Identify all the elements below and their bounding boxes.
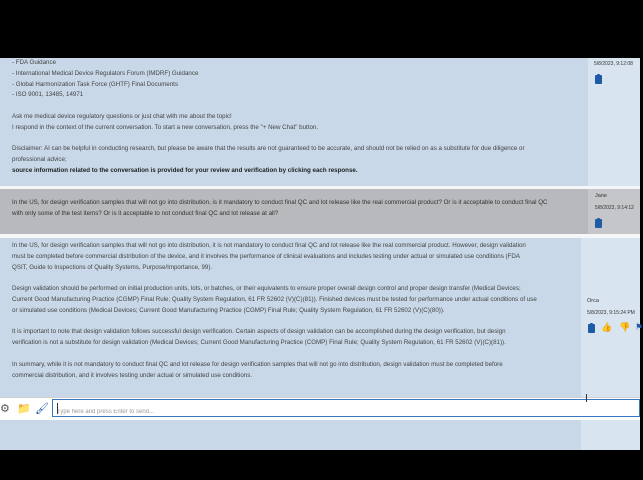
assistant-message bbox=[0, 58, 640, 186]
mouse-cursor bbox=[586, 394, 589, 402]
chat-window bbox=[0, 58, 643, 419]
clipboard-icon[interactable] bbox=[595, 219, 602, 228]
message-line: professional advice; bbox=[12, 156, 67, 164]
timestamp: 5/8/2023, 9:14:12 bbox=[595, 205, 634, 211]
broom-icon[interactable]: 🖌 bbox=[35, 403, 49, 415]
message-line: with only some of the test items? Or is it acceptable to not conduct final QC and lot release at all? bbox=[12, 209, 279, 217]
thumbs-up-icon[interactable]: 👍 bbox=[601, 322, 613, 332]
message-body bbox=[0, 58, 588, 186]
message-body bbox=[0, 189, 588, 234]
message-line: Current Good Manufacturing Practice (CGMP) Final Rule; Quality System Regulation, 61 FR 52602 (V)(C)(81)). Finished devices must be tested for performance under actual conditions of use bbox=[12, 295, 537, 303]
text-caret bbox=[57, 403, 58, 414]
sender-name: Orca bbox=[587, 298, 599, 304]
message-line: - FDA Guidance bbox=[12, 59, 57, 66]
clipboard-icon[interactable] bbox=[595, 75, 602, 84]
message-input-box[interactable] bbox=[52, 399, 640, 417]
source-info-line: source information related to the conversation is provided for your review and verification by clicking each response. bbox=[12, 166, 358, 174]
message-line: - International Medical Device Regulators Forum (IMDRF) Guidance bbox=[12, 69, 199, 77]
gear-icon[interactable]: ⚙ bbox=[0, 403, 10, 415]
message-line: It is important to note that design validation follows successful design verification. Certain aspects of design validation can be accomplished during the design verification, but design bbox=[12, 328, 506, 336]
message-line: Design validation should be performed on initial production units, lots, or batches, or their equivalents to ensure proper overall design control and proper design transfer (Medical Devices; bbox=[12, 285, 521, 293]
timestamp: 5/8/2023, 9:12:08 bbox=[594, 61, 633, 67]
message-line: I respond in the context of the current conversation. To start a new conversation, press the "+ New Chat" button. bbox=[12, 123, 319, 131]
message-line: must be completed before commercial distribution of the device, and it involves the performance of clinical evaluations and includes testing under actual or simulated use conditions (FDA bbox=[12, 252, 520, 260]
message-line: commercial distribution, and it involves testing under actual or simulated use conditions. bbox=[12, 371, 253, 379]
message-line: In the US, for design verification samples that will not go into distribution, it is not mandatory to conduct final QC and lot release like the real commercial product. However, design validation bbox=[12, 242, 526, 249]
message-line: Disclaimer: AI can be helpful in conducting research, but please be aware that the results are not guaranteed to be accurate, and should not be relied on as a substitute for due diligence or bbox=[12, 145, 525, 153]
message-meta bbox=[588, 189, 640, 234]
input-bar bbox=[0, 397, 640, 420]
timestamp: 5/8/2023, 9:15:24 PM bbox=[587, 310, 635, 316]
thumbs-down-icon[interactable]: 👎 bbox=[619, 322, 631, 332]
message-line: Ask me medical device regulatory questions or just chat with me about the topic! bbox=[12, 112, 232, 120]
clipboard-icon[interactable] bbox=[588, 324, 595, 333]
message-input[interactable] bbox=[53, 404, 639, 420]
folder-icon[interactable]: 📁 bbox=[17, 403, 31, 415]
more-icon[interactable]: ⚑ bbox=[635, 322, 643, 332]
user-message bbox=[0, 189, 640, 234]
message-line: QSIT, Guide to Inspections of Quality Systems, Purpose/Importance, 99). bbox=[12, 263, 213, 271]
sender-name: Jane bbox=[595, 193, 607, 199]
message-line: In summary, while it is not mandatory to conduct final QC and lot release for design verification samples that will not go into distribution, design validation must be completed before bbox=[12, 360, 503, 368]
message-line: or simulated use conditions (Medical Devices; Current Good Manufacturing Practice (CGMP) Final Rule; Quality System Regulation, 61 FR 52602 (V)(C)(80)). bbox=[12, 306, 445, 314]
message-line: - ISO 9001, 13485, 14971 bbox=[12, 91, 84, 99]
message-line: verification is not a substitute for design validation (Medical Devices; Current Good Manufacturing Practice (CGMP) Final Rule; Quality System Regulation, 61 FR 52602 (V)(C)(81)). bbox=[12, 339, 506, 347]
message-line: In the US, for design verification samples that will not go into distribution, is it mandatory to conduct final QC and lot release like the real commercial product? Or is it acceptable to conduct final QC bbox=[12, 199, 548, 206]
message-line: - Global Harmonization Task Force (GHTF) Final Documents bbox=[12, 80, 178, 88]
message-meta bbox=[588, 58, 640, 186]
